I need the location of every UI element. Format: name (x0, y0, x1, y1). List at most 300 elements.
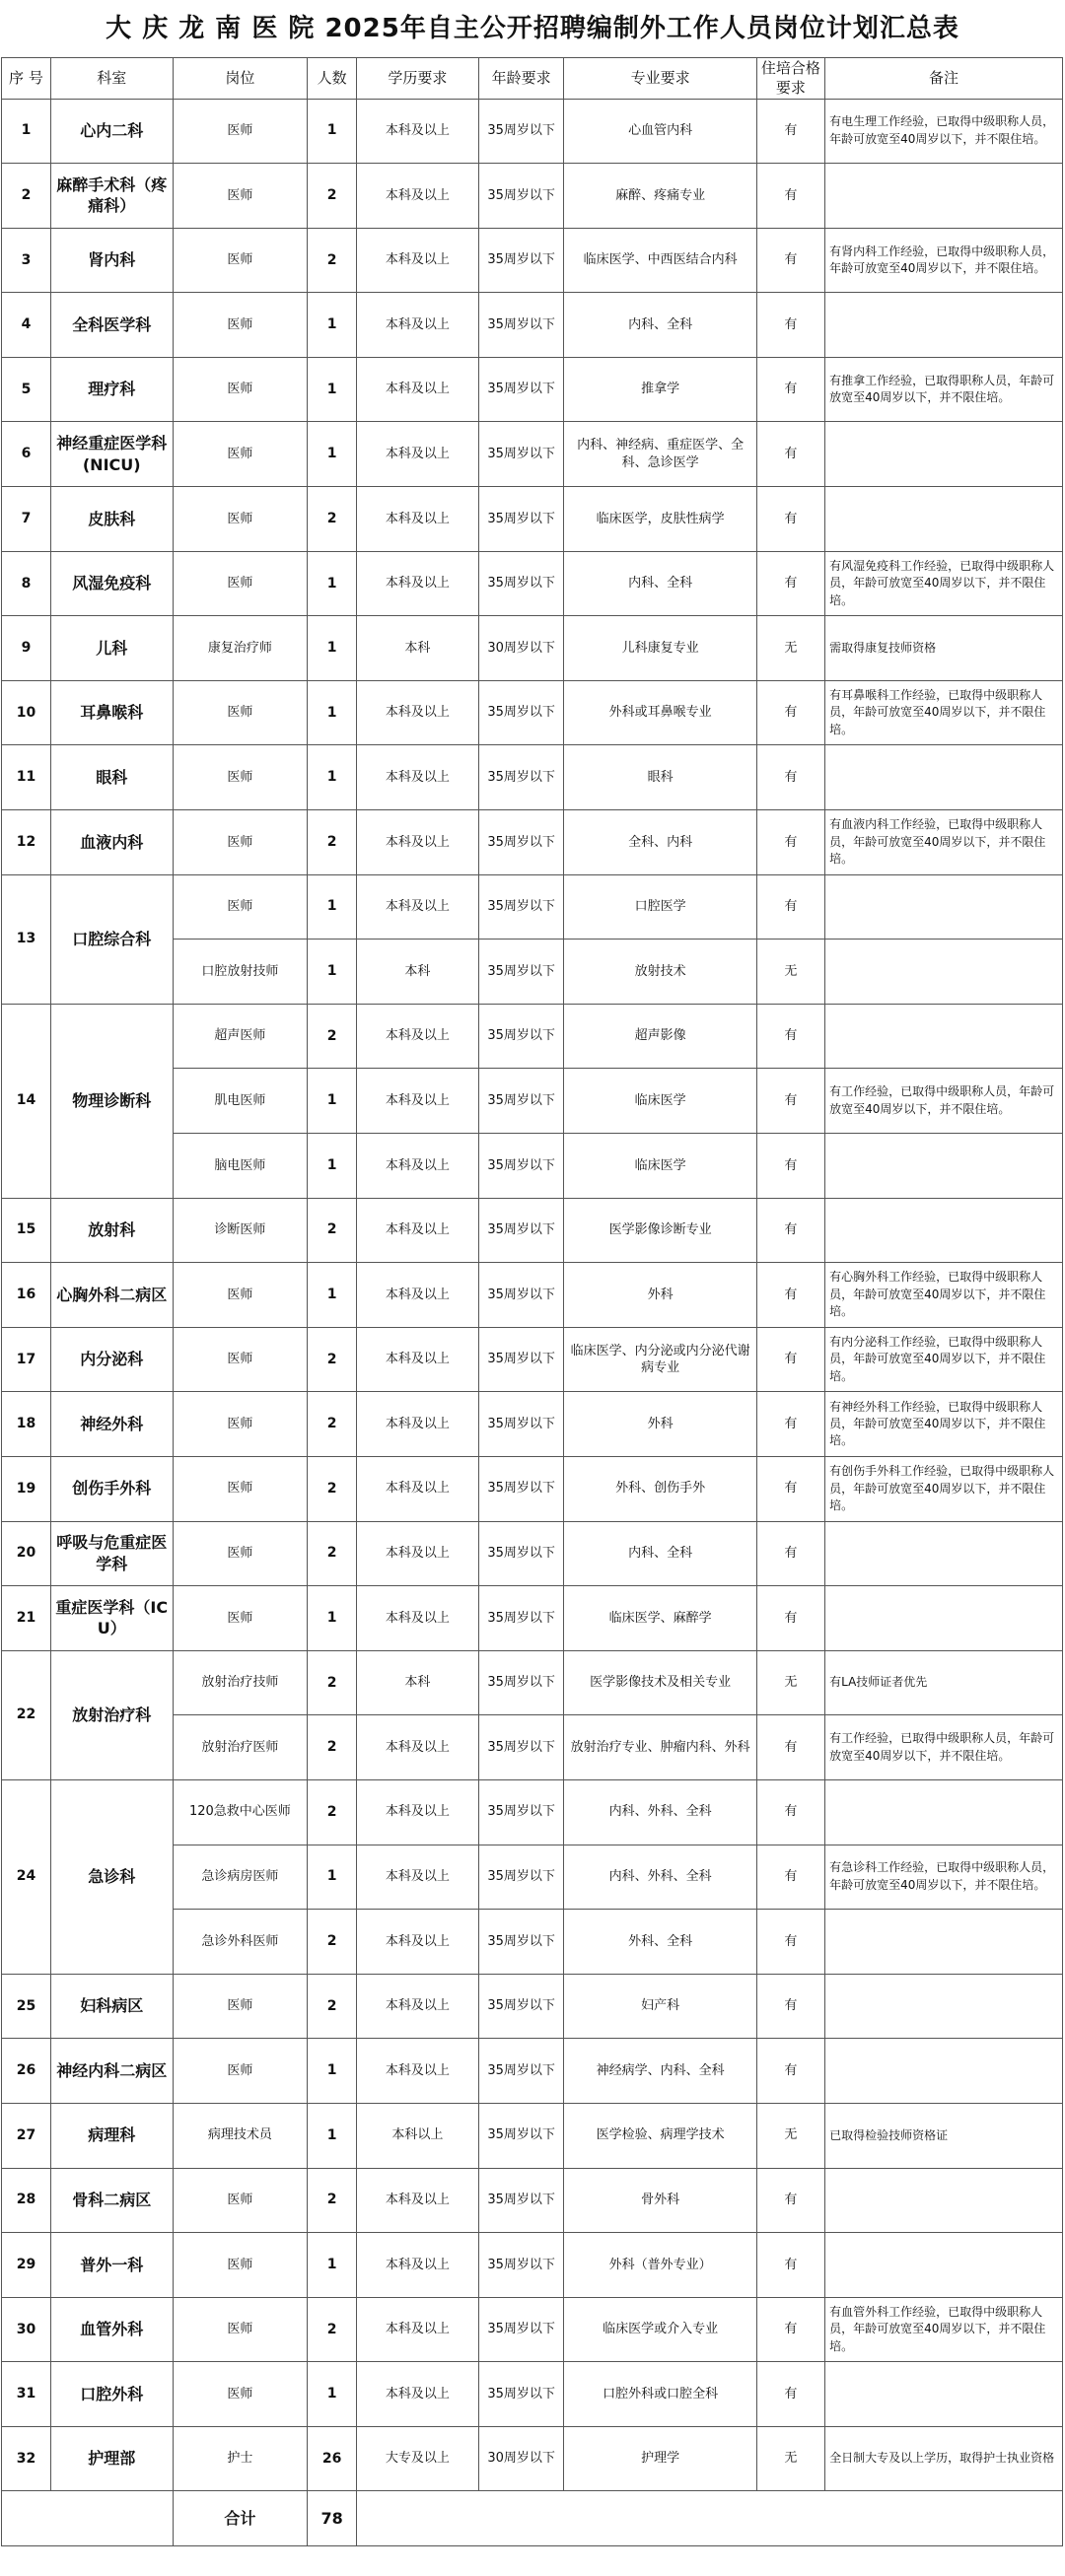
headcount-cell: 1 (308, 616, 357, 681)
total-empty (357, 2491, 1063, 2546)
position-cell: 急诊外科医师 (173, 1910, 308, 1975)
age-cell: 35周岁以下 (478, 1392, 564, 1457)
total-label: 合计 (173, 2491, 308, 2546)
table-row (2, 228, 1063, 293)
major-cell: 临床医学或介入专业 (564, 2297, 756, 2362)
residency-cell: 有 (756, 810, 824, 875)
education-cell: 本科及以上 (357, 2362, 479, 2427)
department-name: 血液内科 (50, 810, 173, 875)
education-cell: 本科及以上 (357, 1263, 479, 1328)
age-cell: 35周岁以下 (478, 1910, 564, 1975)
position-cell: 医师 (173, 1392, 308, 1457)
residency-cell: 无 (756, 616, 824, 681)
age-cell: 35周岁以下 (478, 1456, 564, 1521)
notes-cell (825, 422, 1063, 487)
notes-cell (825, 745, 1063, 810)
age-cell: 35周岁以下 (478, 940, 564, 1005)
notes-cell: 有血液内科工作经验，已取得中级职称人员，年龄可放宽至40周岁以下，并不限住培。 (825, 810, 1063, 875)
table-row (2, 1327, 1063, 1392)
table-row (2, 2362, 1063, 2427)
residency-cell: 有 (756, 551, 824, 616)
headcount-cell: 2 (308, 487, 357, 552)
residency-cell: 有 (756, 1004, 824, 1069)
major-cell: 内科、外科、全科 (564, 1845, 756, 1910)
age-cell: 35周岁以下 (478, 680, 564, 745)
table-row (2, 164, 1063, 229)
residency-cell: 有 (756, 1845, 824, 1910)
headcount-cell: 1 (308, 2233, 357, 2298)
notes-cell (825, 487, 1063, 552)
row-number: 14 (2, 1004, 51, 1198)
position-cell: 医师 (173, 1327, 308, 1392)
position-cell: 医师 (173, 2297, 308, 2362)
age-cell: 30周岁以下 (478, 616, 564, 681)
major-cell: 放射技术 (564, 940, 756, 1005)
table-row (2, 2426, 1063, 2491)
position-cell: 医师 (173, 293, 308, 358)
residency-cell: 无 (756, 2426, 824, 2491)
position-cell: 医师 (173, 2362, 308, 2427)
headcount-cell: 1 (308, 1134, 357, 1199)
major-cell: 内科、全科 (564, 1521, 756, 1586)
department-name: 内分泌科 (50, 1327, 173, 1392)
age-cell: 35周岁以下 (478, 99, 564, 164)
education-cell: 本科及以上 (357, 293, 479, 358)
position-cell: 医师 (173, 487, 308, 552)
residency-cell: 有 (756, 2233, 824, 2298)
major-cell: 眼科 (564, 745, 756, 810)
major-cell: 外科、创伤手外 (564, 1456, 756, 1521)
notes-cell (825, 2233, 1063, 2298)
position-cell: 医师 (173, 680, 308, 745)
notes-cell (825, 1974, 1063, 2039)
department-name: 血管外科 (50, 2297, 173, 2362)
department-name: 神经重症医学科(NICU) (50, 422, 173, 487)
department-name: 放射科 (50, 1198, 173, 1263)
table-row (2, 1198, 1063, 1263)
position-cell: 医师 (173, 164, 308, 229)
age-cell: 35周岁以下 (478, 293, 564, 358)
education-cell: 本科及以上 (357, 357, 479, 422)
position-cell: 医师 (173, 2168, 308, 2233)
department-name: 骨科二病区 (50, 2168, 173, 2233)
position-cell: 超声医师 (173, 1004, 308, 1069)
row-number: 11 (2, 745, 51, 810)
notes-cell (825, 1586, 1063, 1651)
table-row (2, 2297, 1063, 2362)
education-cell: 本科及以上 (357, 1069, 479, 1134)
age-cell: 35周岁以下 (478, 164, 564, 229)
notes-cell: 有创伤手外科工作经验，已取得中级职称人员，年龄可放宽至40周岁以下，并不限住培。 (825, 1456, 1063, 1521)
major-cell: 临床医学 (564, 1069, 756, 1134)
residency-cell: 有 (756, 228, 824, 293)
department-name: 妇科病区 (50, 1974, 173, 2039)
department-name: 神经内科二病区 (50, 2039, 173, 2104)
residency-cell: 有 (756, 293, 824, 358)
position-cell: 医师 (173, 357, 308, 422)
age-cell: 35周岁以下 (478, 1845, 564, 1910)
position-cell: 口腔放射技师 (173, 940, 308, 1005)
headcount-cell: 1 (308, 1586, 357, 1651)
education-cell: 本科及以上 (357, 810, 479, 875)
education-cell: 本科及以上 (357, 745, 479, 810)
notes-cell: 有心胸外科工作经验，已取得中级职称人员，年龄可放宽至40周岁以下，并不限住培。 (825, 1263, 1063, 1328)
age-cell: 30周岁以下 (478, 2426, 564, 2491)
row-number: 22 (2, 1650, 51, 1779)
age-cell: 35周岁以下 (478, 228, 564, 293)
position-cell: 医师 (173, 551, 308, 616)
notes-cell (825, 1004, 1063, 1069)
education-cell: 本科 (357, 940, 479, 1005)
notes-cell (825, 2039, 1063, 2104)
headcount-cell: 1 (308, 1845, 357, 1910)
row-number: 9 (2, 616, 51, 681)
col-header-count: 人数 (308, 58, 357, 100)
table-row (2, 874, 1063, 940)
age-cell: 35周岁以下 (478, 1198, 564, 1263)
headcount-cell: 2 (308, 1456, 357, 1521)
notes-cell: 有肾内科工作经验，已取得中级职称人员，年龄可放宽至40周岁以下，并不限住培。 (825, 228, 1063, 293)
residency-cell: 有 (756, 1392, 824, 1457)
col-header-notes: 备注 (825, 58, 1063, 100)
education-cell: 本科及以上 (357, 228, 479, 293)
position-cell: 医师 (173, 1586, 308, 1651)
age-cell: 35周岁以下 (478, 874, 564, 940)
headcount-cell: 2 (308, 1715, 357, 1780)
residency-cell: 无 (756, 1650, 824, 1715)
department-name: 皮肤科 (50, 487, 173, 552)
residency-cell: 有 (756, 99, 824, 164)
education-cell: 本科及以上 (357, 1198, 479, 1263)
education-cell: 本科及以上 (357, 1134, 479, 1199)
notes-cell (825, 940, 1063, 1005)
residency-cell: 有 (756, 487, 824, 552)
major-cell: 内科、全科 (564, 293, 756, 358)
major-cell: 口腔医学 (564, 874, 756, 940)
notes-cell: 有工作经验，已取得中级职称人员，年龄可放宽至40周岁以下，并不限住培。 (825, 1715, 1063, 1780)
table-row (2, 487, 1063, 552)
headcount-cell: 1 (308, 745, 357, 810)
table-row (2, 810, 1063, 875)
age-cell: 35周岁以下 (478, 1715, 564, 1780)
major-cell: 推拿学 (564, 357, 756, 422)
notes-cell: 有推拿工作经验，已取得职称人员，年龄可放宽至40周岁以下，并不限住培。 (825, 357, 1063, 422)
education-cell: 本科 (357, 616, 479, 681)
residency-cell: 有 (756, 1715, 824, 1780)
major-cell: 内科、全科 (564, 551, 756, 616)
department-name: 心胸外科二病区 (50, 1263, 173, 1328)
major-cell: 内科、神经病、重症医学、全科、急诊医学 (564, 422, 756, 487)
major-cell: 口腔外科或口腔全科 (564, 2362, 756, 2427)
residency-cell: 无 (756, 940, 824, 1005)
major-cell: 外科 (564, 1263, 756, 1328)
row-number: 20 (2, 1521, 51, 1586)
department-name: 呼吸与危重症医学科 (50, 1521, 173, 1586)
notes-cell (825, 1779, 1063, 1845)
major-cell: 妇产科 (564, 1974, 756, 2039)
education-cell: 本科及以上 (357, 1779, 479, 1845)
major-cell: 外科（普外专业） (564, 2233, 756, 2298)
education-cell: 本科以上 (357, 2103, 479, 2168)
department-name: 口腔综合科 (50, 874, 173, 1004)
headcount-cell: 2 (308, 1650, 357, 1715)
age-cell: 35周岁以下 (478, 422, 564, 487)
age-cell: 35周岁以下 (478, 2103, 564, 2168)
education-cell: 本科及以上 (357, 422, 479, 487)
table-row (2, 1004, 1063, 1069)
education-cell: 本科及以上 (357, 487, 479, 552)
department-name: 风湿免疫科 (50, 551, 173, 616)
col-header-age: 年龄要求 (478, 58, 564, 100)
table-row (2, 1456, 1063, 1521)
row-number: 28 (2, 2168, 51, 2233)
age-cell: 35周岁以下 (478, 487, 564, 552)
department-name: 眼科 (50, 745, 173, 810)
department-name: 心内二科 (50, 99, 173, 164)
age-cell: 35周岁以下 (478, 2362, 564, 2427)
age-cell: 35周岁以下 (478, 1586, 564, 1651)
row-number: 30 (2, 2297, 51, 2362)
table-row (2, 1263, 1063, 1328)
table-row (2, 2233, 1063, 2298)
department-name: 护理部 (50, 2426, 173, 2491)
education-cell: 本科及以上 (357, 874, 479, 940)
education-cell: 本科 (357, 1650, 479, 1715)
table-row (2, 357, 1063, 422)
notes-cell: 有神经外科工作经验，已取得中级职称人员，年龄可放宽至40周岁以下，并不限住培。 (825, 1392, 1063, 1457)
row-number: 17 (2, 1327, 51, 1392)
residency-cell: 有 (756, 874, 824, 940)
position-cell: 放射治疗技师 (173, 1650, 308, 1715)
row-number: 31 (2, 2362, 51, 2427)
residency-cell: 有 (756, 164, 824, 229)
age-cell: 35周岁以下 (478, 1004, 564, 1069)
headcount-cell: 2 (308, 1910, 357, 1975)
major-cell: 放射治疗专业、肿瘤内科、外科 (564, 1715, 756, 1780)
major-cell: 医学影像技术及相关专业 (564, 1650, 756, 1715)
table-row (2, 1521, 1063, 1586)
position-cell: 医师 (173, 2233, 308, 2298)
col-header-residency: 住培合格 要求 (756, 58, 824, 100)
table-row (2, 1650, 1063, 1715)
row-number: 10 (2, 680, 51, 745)
major-cell: 麻醉、疼痛专业 (564, 164, 756, 229)
row-number: 25 (2, 1974, 51, 2039)
total-spacer (2, 2491, 174, 2546)
residency-cell: 有 (756, 1521, 824, 1586)
department-name: 普外一科 (50, 2233, 173, 2298)
age-cell: 35周岁以下 (478, 1134, 564, 1199)
position-cell: 肌电医师 (173, 1069, 308, 1134)
education-cell: 本科及以上 (357, 2168, 479, 2233)
headcount-cell: 2 (308, 1198, 357, 1263)
notes-cell (825, 2168, 1063, 2233)
age-cell: 35周岁以下 (478, 745, 564, 810)
residency-cell: 有 (756, 1586, 824, 1651)
residency-cell: 有 (756, 745, 824, 810)
position-cell: 120急救中心医师 (173, 1779, 308, 1845)
age-cell: 35周岁以下 (478, 1779, 564, 1845)
headcount-cell: 1 (308, 680, 357, 745)
education-cell: 本科及以上 (357, 1327, 479, 1392)
table-row (2, 616, 1063, 681)
table-row (2, 1586, 1063, 1651)
row-number: 6 (2, 422, 51, 487)
education-cell: 本科及以上 (357, 1586, 479, 1651)
residency-cell: 无 (756, 2103, 824, 2168)
headcount-cell: 2 (308, 228, 357, 293)
major-cell: 临床医学、中西医结合内科 (564, 228, 756, 293)
residency-cell: 有 (756, 1069, 824, 1134)
residency-cell: 有 (756, 2039, 824, 2104)
headcount-cell: 2 (308, 1327, 357, 1392)
residency-cell: 有 (756, 1910, 824, 1975)
education-cell: 本科及以上 (357, 1392, 479, 1457)
education-cell: 本科及以上 (357, 1845, 479, 1910)
headcount-cell: 1 (308, 2103, 357, 2168)
row-number: 5 (2, 357, 51, 422)
position-cell: 医师 (173, 745, 308, 810)
row-number: 16 (2, 1263, 51, 1328)
position-cell: 医师 (173, 422, 308, 487)
table-row (2, 1974, 1063, 2039)
table-row (2, 680, 1063, 745)
header-row (2, 58, 1063, 100)
notes-cell (825, 164, 1063, 229)
headcount-cell: 2 (308, 1004, 357, 1069)
major-cell: 临床医学、内分泌或内分泌代谢病专业 (564, 1327, 756, 1392)
residency-cell: 有 (756, 1134, 824, 1199)
table-row (2, 2039, 1063, 2104)
headcount-cell: 2 (308, 1392, 357, 1457)
position-cell: 医师 (173, 99, 308, 164)
residency-cell: 有 (756, 1198, 824, 1263)
notes-cell (825, 293, 1063, 358)
education-cell: 本科及以上 (357, 2039, 479, 2104)
education-cell: 本科及以上 (357, 551, 479, 616)
education-cell: 本科及以上 (357, 164, 479, 229)
row-number: 4 (2, 293, 51, 358)
headcount-cell: 1 (308, 874, 357, 940)
row-number: 1 (2, 99, 51, 164)
department-name: 口腔外科 (50, 2362, 173, 2427)
age-cell: 35周岁以下 (478, 551, 564, 616)
education-cell: 本科及以上 (357, 1715, 479, 1780)
row-number: 19 (2, 1456, 51, 1521)
education-cell: 本科及以上 (357, 2233, 479, 2298)
col-header-education: 学历要求 (357, 58, 479, 100)
position-cell: 医师 (173, 1521, 308, 1586)
major-cell: 心血管内科 (564, 99, 756, 164)
col-header-position: 岗位 (173, 58, 308, 100)
major-cell: 临床医学，皮肤性病学 (564, 487, 756, 552)
headcount-cell: 1 (308, 357, 357, 422)
row-number: 21 (2, 1586, 51, 1651)
notes-cell: 有风湿免疫科工作经验，已取得中级职称人员，年龄可放宽至40周岁以下，并不限住培。 (825, 551, 1063, 616)
age-cell: 35周岁以下 (478, 2297, 564, 2362)
headcount-cell: 1 (308, 1263, 357, 1328)
row-number: 18 (2, 1392, 51, 1457)
position-cell: 康复治疗师 (173, 616, 308, 681)
page-title: 大 庆 龙 南 医 院 2025年自主公开招聘编制外工作人员岗位计划汇总表 (106, 14, 959, 43)
major-cell: 神经病学、内科、全科 (564, 2039, 756, 2104)
age-cell: 35周岁以下 (478, 1263, 564, 1328)
residency-cell: 有 (756, 1456, 824, 1521)
major-cell: 全科、内科 (564, 810, 756, 875)
department-name: 全科医学科 (50, 293, 173, 358)
notes-cell: 有耳鼻喉科工作经验，已取得中级职称人员，年龄可放宽至40周岁以下，并不限住培。 (825, 680, 1063, 745)
major-cell: 超声影像 (564, 1004, 756, 1069)
age-cell: 35周岁以下 (478, 1327, 564, 1392)
major-cell: 临床医学、麻醉学 (564, 1586, 756, 1651)
table-row (2, 745, 1063, 810)
row-number: 29 (2, 2233, 51, 2298)
col-header-no: 序 号 (2, 58, 51, 100)
row-number: 12 (2, 810, 51, 875)
notes-cell (825, 874, 1063, 940)
notes-cell: 全日制大专及以上学历，取得护士执业资格 (825, 2426, 1063, 2491)
age-cell: 35周岁以下 (478, 1650, 564, 1715)
major-cell: 医学检验、病理学技术 (564, 2103, 756, 2168)
row-number: 3 (2, 228, 51, 293)
table-row (2, 1779, 1063, 1845)
position-cell: 医师 (173, 1263, 308, 1328)
major-cell: 儿科康复专业 (564, 616, 756, 681)
position-cell: 病理技术员 (173, 2103, 308, 2168)
position-cell: 急诊病房医师 (173, 1845, 308, 1910)
education-cell: 本科及以上 (357, 1004, 479, 1069)
residency-cell: 有 (756, 1327, 824, 1392)
department-name: 麻醉手术科（疼痛科） (50, 164, 173, 229)
table-row (2, 293, 1063, 358)
position-cell: 医师 (173, 228, 308, 293)
education-cell: 大专及以上 (357, 2426, 479, 2491)
headcount-cell: 1 (308, 99, 357, 164)
headcount-cell: 2 (308, 2168, 357, 2233)
headcount-cell: 2 (308, 164, 357, 229)
table-row (2, 1392, 1063, 1457)
education-cell: 本科及以上 (357, 99, 479, 164)
department-name: 病理科 (50, 2103, 173, 2168)
residency-cell: 有 (756, 2168, 824, 2233)
department-name: 重症医学科（ICU） (50, 1586, 173, 1651)
notes-cell (825, 1134, 1063, 1199)
position-cell: 医师 (173, 1456, 308, 1521)
department-name: 耳鼻喉科 (50, 680, 173, 745)
age-cell: 35周岁以下 (478, 1069, 564, 1134)
education-cell: 本科及以上 (357, 1910, 479, 1975)
table-row (2, 99, 1063, 164)
department-name: 急诊科 (50, 1779, 173, 1974)
position-cell: 医师 (173, 810, 308, 875)
notes-cell: 有工作经验，已取得中级职称人员，年龄可放宽至40周岁以下，并不限住培。 (825, 1069, 1063, 1134)
headcount-cell: 2 (308, 810, 357, 875)
headcount-cell: 1 (308, 422, 357, 487)
age-cell: 35周岁以下 (478, 357, 564, 422)
major-cell: 内科、外科、全科 (564, 1779, 756, 1845)
notes-cell: 已取得检验技师资格证 (825, 2103, 1063, 2168)
headcount-cell: 1 (308, 293, 357, 358)
notes-cell: 有LA技师证者优先 (825, 1650, 1063, 1715)
notes-cell: 需取得康复技师资格 (825, 616, 1063, 681)
col-header-dept: 科室 (50, 58, 173, 100)
residency-cell: 有 (756, 2362, 824, 2427)
headcount-cell: 1 (308, 2039, 357, 2104)
major-cell: 护理学 (564, 2426, 756, 2491)
major-cell: 骨外科 (564, 2168, 756, 2233)
education-cell: 本科及以上 (357, 1456, 479, 1521)
education-cell: 本科及以上 (357, 1974, 479, 2039)
